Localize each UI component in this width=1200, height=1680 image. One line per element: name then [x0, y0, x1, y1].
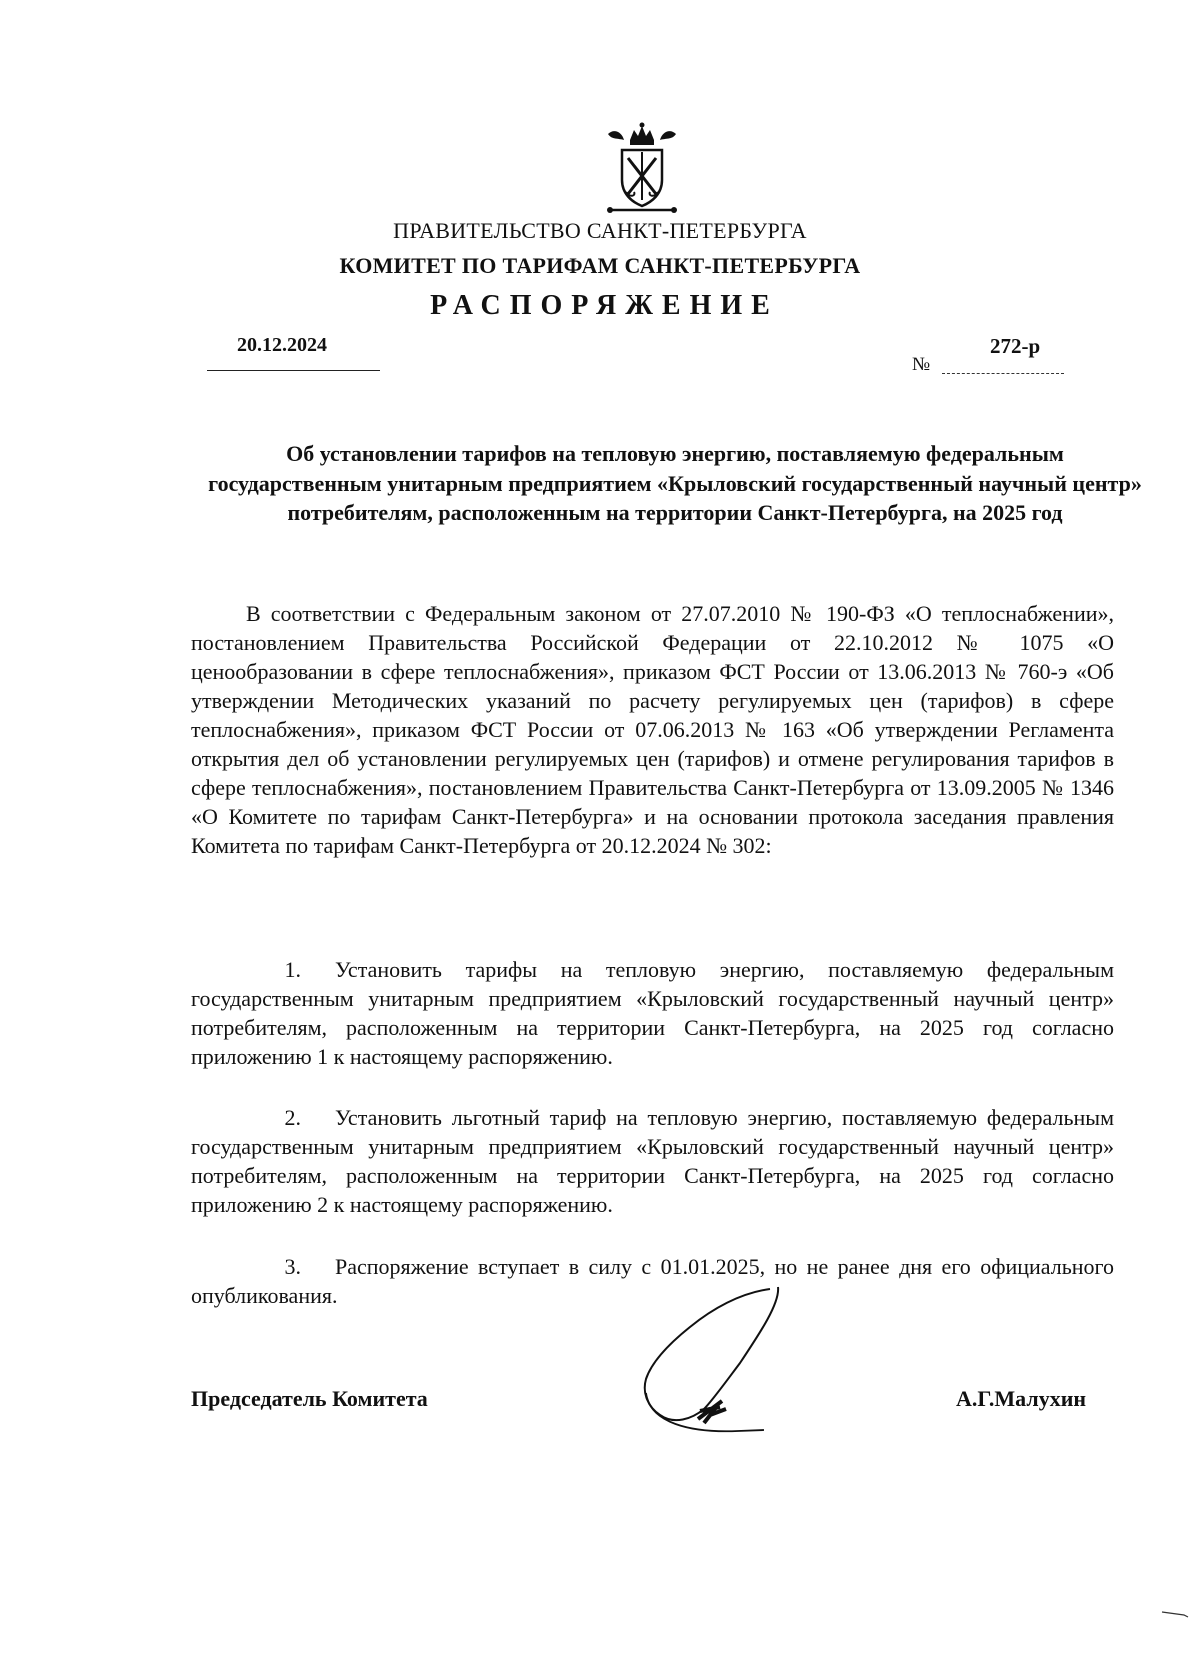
scan-artifact-mark: [1160, 1609, 1190, 1619]
item-number: 2.: [284, 1105, 301, 1130]
item-number: 3.: [284, 1254, 301, 1279]
list-item: [191, 955, 1114, 1071]
item-text: Установить тарифы на тепловую энергию, поставляемую федеральным государственным унитарным предприятием «Крыловский государственный научный центр» потребителям, расположенным на территории Санкт-Петербурга, на 2025 год согласно приложению 1 к настоящему распоряжению.: [191, 957, 1114, 1069]
government-name: ПРАВИТЕЛЬСТВО САНКТ-ПЕТЕРБУРГА: [393, 218, 807, 243]
signatory-position: Председатель Комитета: [191, 1386, 428, 1411]
document-date: 20.12.2024: [237, 334, 327, 356]
committee-name: КОМИТЕТ ПО ТАРИФАМ САНКТ-ПЕТЕРБУРГА: [339, 253, 861, 278]
item-text: Установить льготный тариф на тепловую энергию, поставляемую федеральным государственным унитарным предприятием «Крыловский государственный научный центр» потребителям, расположенным на территории Санкт-Петербурга, на 2025 год согласно приложению 2 к настоящему распоряжению.: [191, 1105, 1114, 1217]
document-type: РАСПОРЯЖЕНИЕ: [430, 290, 779, 321]
number-sign: №: [912, 354, 931, 375]
preamble-paragraph: В соответствии с Федеральным законом от 27.07.2010 № 190-ФЗ «О теплоснабжении», постановлением Правительства Российской Федерации от 22.10.2012 № 1075 «О ценообразовании в сфере теплоснабжения», приказом ФСТ России от 13.06.2013 № 760-э «Об утверждении Методических указаний по расчету регулируемых цен (тарифов) в сфере теплоснабжения», приказом ФСТ России от 07.06.2013 № 163 «Об утверждении Регламента открытия дел об установлении регулируемых цен (тарифов) и отмене регулирования тарифов в сфере теплоснабжения», постановлением Правительства Санкт-Петербурга от 13.09.2005 № 1346 «О Комитете по тарифам Санкт-Петербурга» и на основании протокола заседания правления Комитета по тарифам Санкт-Петербурга от 20.12.2024 № 302:: [191, 601, 1114, 858]
list-item: [191, 1103, 1114, 1219]
item-number: 1.: [284, 957, 301, 982]
handwritten-signature-icon: [630, 1283, 790, 1443]
number-underline: [942, 373, 1064, 374]
document-title: Об установлении тарифов на тепловую энергию, поставляемую федеральным государственным унитарным предприятием «Крыловский государственный научный центр» потребителям, расположенным на территории Санкт-Петербурга, на 2025 год: [208, 441, 1142, 525]
item-text: Распоряжение вступает в силу с 01.01.2025, но не ранее дня его официального опубликования.: [191, 1254, 1114, 1308]
signatory-name: А.Г.Малухин: [956, 1386, 1087, 1411]
date-underline: [207, 370, 380, 371]
coat-of-arms-icon: [600, 122, 684, 214]
document-number: 272-р: [990, 334, 1041, 358]
